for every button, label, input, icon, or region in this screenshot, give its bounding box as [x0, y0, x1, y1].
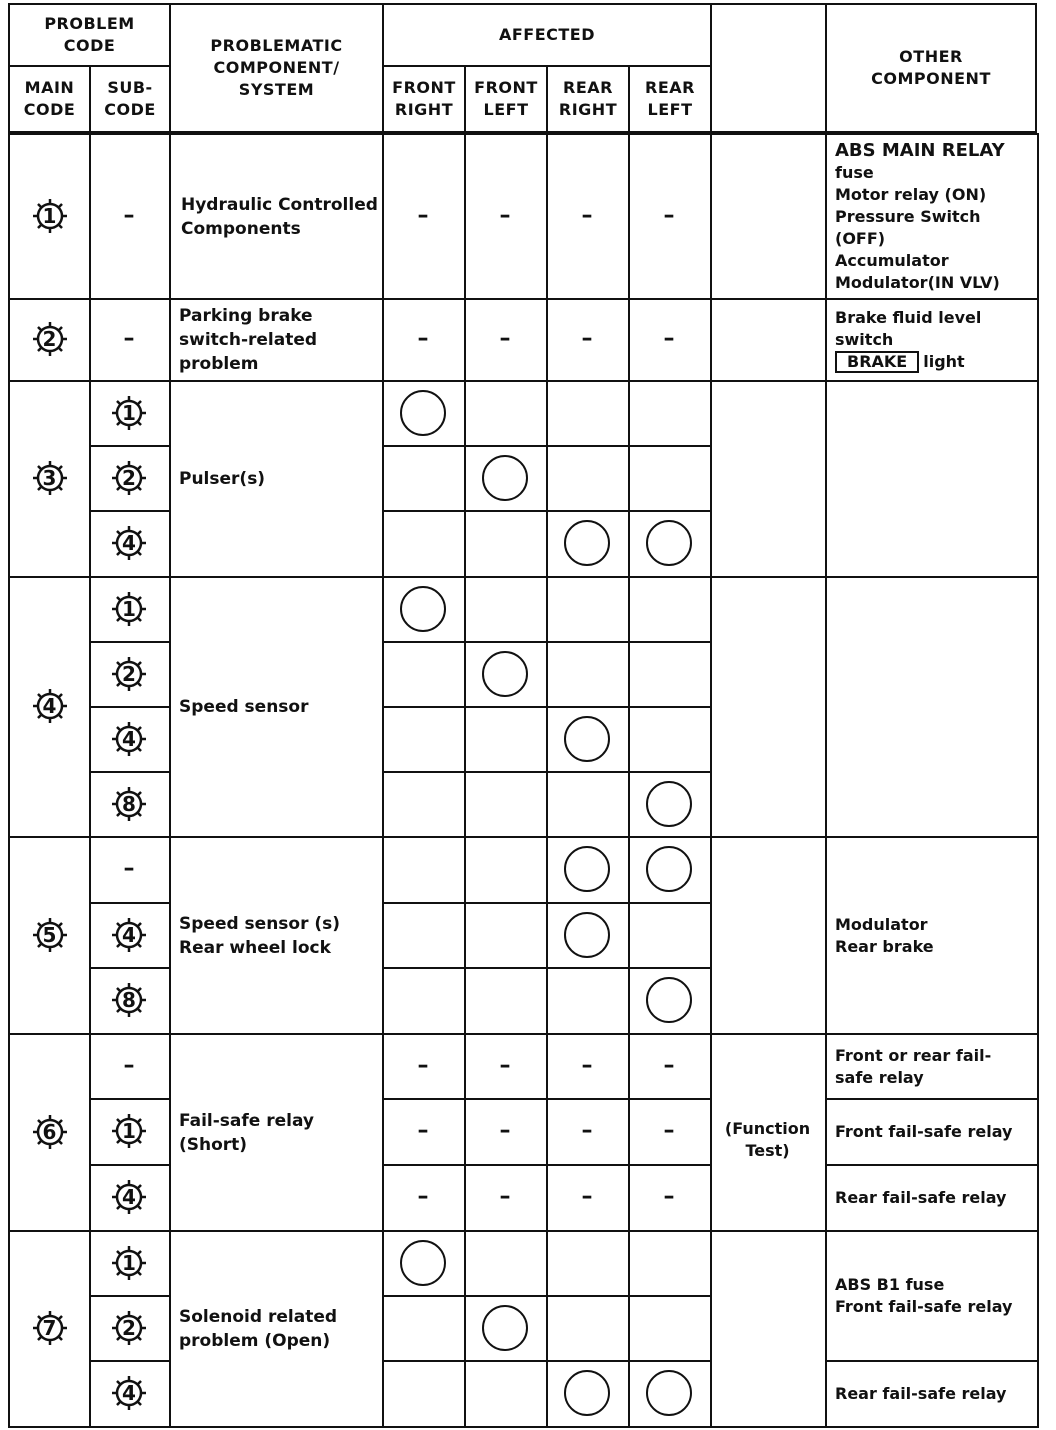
component-cell: Solenoid related problem (Open) — [169, 1230, 384, 1428]
other-component-line: ABS B1 fuse — [835, 1275, 945, 1294]
affected-dash: – — [499, 202, 511, 228]
affected-marker-rear-left — [646, 846, 692, 892]
badge-number: 6 — [42, 1119, 57, 1144]
affected-marker-rear-left — [646, 781, 692, 827]
affected-marker-front-right — [400, 390, 446, 436]
component-cell: Fail-safe relay (Short) — [169, 1033, 384, 1232]
affected-cell-rear-left — [628, 1230, 712, 1297]
affected-cell-rear-right — [546, 1295, 630, 1362]
affected-cell-front-right — [382, 445, 466, 512]
badge-number: 1 — [42, 203, 57, 228]
other-component-line: ABS MAIN RELAY — [835, 139, 1005, 161]
affected-cell-front-left — [464, 1360, 548, 1428]
badge-number: 7 — [42, 1316, 57, 1340]
badge-number: 2 — [122, 661, 136, 686]
badge-number: 3 — [42, 466, 57, 490]
other-component-cell — [825, 576, 1039, 838]
affected-marker-rear-right — [564, 1370, 610, 1416]
affected-cell-rear-right — [546, 1230, 630, 1297]
other-component-cell — [825, 1360, 1039, 1428]
affected-cell-rear-right — [546, 445, 630, 512]
affected-cell-rear-left — [628, 380, 712, 447]
other-component-text: Rear fail-safe relay — [835, 1188, 1007, 1207]
sub-code-badge — [111, 1375, 147, 1411]
badge-number: 4 — [122, 1185, 136, 1209]
other-component-cell — [825, 133, 1039, 300]
affected-cell-rear-left — [628, 706, 712, 773]
header-other-component: OTHER COMPONENT — [825, 3, 1037, 133]
sub-code-dash: – — [123, 1052, 135, 1078]
sub-code-badge — [111, 656, 147, 692]
component-cell: Speed sensor (s) Rear wheel lock — [169, 836, 384, 1035]
affected-dash: – — [581, 1118, 593, 1143]
header-blank — [710, 3, 827, 133]
affected-cell-rear-right — [546, 576, 630, 643]
affected-dash: – — [663, 202, 675, 228]
sub-code-badge — [111, 1245, 147, 1281]
function-test-cell — [710, 298, 827, 382]
affected-dash: – — [499, 1118, 511, 1143]
main-code-badge — [32, 1114, 68, 1150]
affected-dash: – — [499, 1184, 511, 1209]
badge-number: 1 — [122, 1250, 136, 1275]
badge-number: 2 — [122, 1315, 136, 1340]
badge-number: 8 — [122, 791, 136, 816]
affected-cell-rear-right — [546, 641, 630, 708]
affected-cell-front-left — [464, 967, 548, 1035]
affected-dash: – — [417, 1118, 429, 1143]
affected-marker-rear-right — [564, 912, 610, 958]
component-cell: Speed sensor — [169, 576, 384, 838]
other-component-line: Front fail-safe relay — [835, 1297, 1013, 1316]
brake-indicator-label: BRAKE — [835, 351, 919, 373]
sub-code-badge — [111, 982, 147, 1018]
affected-cell-front-left — [464, 836, 548, 904]
function-test-label: (Function Test) — [724, 1119, 811, 1160]
main-code-badge — [32, 460, 68, 496]
affected-cell-front-right — [382, 1360, 466, 1428]
sub-code-badge — [111, 721, 147, 757]
badge-number: 8 — [122, 988, 136, 1012]
affected-cell-front-right — [382, 967, 466, 1035]
function-test-cell — [710, 576, 827, 838]
other-component-cell — [825, 1033, 1039, 1100]
function-test-cell — [710, 380, 827, 578]
affected-dash: – — [417, 326, 429, 351]
affected-cell-front-left — [464, 902, 548, 969]
sub-code-badge — [111, 786, 147, 822]
sub-code-badge — [111, 525, 147, 561]
component-cell: Hydraulic Controlled Components — [169, 133, 384, 300]
component-cell: Pulser(s) — [169, 380, 384, 578]
affected-cell-front-right — [382, 902, 466, 969]
affected-cell-front-left — [464, 576, 548, 643]
other-component-cell — [825, 1230, 1039, 1362]
sub-code-badge — [111, 395, 147, 431]
other-component-line: Rear brake — [835, 936, 934, 956]
affected-cell-rear-right — [546, 967, 630, 1035]
badge-number: 4 — [122, 1381, 136, 1405]
header-component: PROBLEMATIC COMPONENT/ SYSTEM — [169, 3, 384, 133]
affected-marker-rear-left — [646, 977, 692, 1023]
brake-light-suffix: light — [923, 352, 965, 371]
affected-cell-front-right — [382, 510, 466, 578]
main-code-badge — [32, 1310, 68, 1346]
sub-code-badge — [111, 1179, 147, 1215]
main-code-badge — [32, 688, 68, 724]
header-problem-code: PROBLEM CODE — [8, 3, 171, 67]
other-component-line: Motor relay (ON) — [835, 184, 987, 204]
badge-number: 1 — [122, 1119, 136, 1143]
header-front-right: FRONT RIGHT — [382, 65, 466, 133]
affected-cell-front-right — [382, 771, 466, 838]
affected-dash: – — [581, 326, 593, 351]
sub-code-badge — [111, 917, 147, 953]
affected-marker-rear-left — [646, 520, 692, 566]
other-component-line: Rear fail-safe relay — [835, 1384, 1007, 1403]
affected-dash: – — [417, 1052, 429, 1078]
affected-cell-rear-right — [546, 771, 630, 838]
function-test-cell — [710, 1230, 827, 1428]
other-component-text: Front fail-safe relay — [835, 1122, 1013, 1141]
affected-marker-rear-right — [564, 846, 610, 892]
main-code-badge — [32, 321, 68, 357]
affected-marker-front-right — [400, 586, 446, 632]
function-test-cell — [710, 133, 827, 300]
affected-marker-rear-left — [646, 1370, 692, 1416]
affected-dash: – — [499, 326, 511, 351]
other-component-cell — [825, 836, 1039, 1035]
affected-cell-front-right — [382, 836, 466, 904]
sub-code-dash: – — [123, 326, 135, 351]
badge-number: 1 — [122, 596, 136, 621]
brake-light-line — [835, 351, 1029, 373]
badge-number: 1 — [122, 400, 136, 425]
affected-marker-front-left — [482, 455, 528, 501]
other-component-line: Accumulator — [835, 250, 949, 270]
affected-cell-front-left — [464, 380, 548, 447]
affected-cell-rear-right — [546, 380, 630, 447]
main-code-badge — [32, 198, 68, 234]
affected-marker-rear-right — [564, 520, 610, 566]
affected-cell-rear-left — [628, 445, 712, 512]
sub-code-dash: – — [123, 202, 135, 228]
affected-dash: – — [581, 1184, 593, 1209]
affected-dash: – — [581, 202, 593, 228]
header-affected: AFFECTED — [382, 3, 712, 67]
sub-code-dash: – — [123, 856, 135, 881]
affected-cell-front-right — [382, 1295, 466, 1362]
badge-number: 2 — [42, 327, 57, 351]
other-component-line: Modulator(IN VLV) — [835, 272, 1000, 292]
affected-dash: – — [417, 1184, 429, 1209]
affected-marker-front-left — [482, 651, 528, 697]
affected-cell-rear-left — [628, 902, 712, 969]
main-code-badge — [32, 917, 68, 953]
other-component-line: Brake fluid level — [835, 308, 982, 327]
header-rear-left: REAR LEFT — [628, 65, 712, 133]
affected-dash: – — [499, 1052, 511, 1078]
badge-number: 4 — [42, 694, 57, 718]
affected-cell-front-left — [464, 706, 548, 773]
other-component-cell — [825, 298, 1039, 382]
other-component-line: Pressure Switch — [835, 206, 981, 226]
affected-cell-front-right — [382, 641, 466, 708]
affected-dash: – — [663, 1184, 675, 1209]
affected-cell-front-left — [464, 1230, 548, 1297]
header-main-code: MAIN CODE — [8, 65, 91, 133]
affected-dash: – — [663, 1052, 675, 1078]
other-component-cell — [825, 380, 1039, 578]
header-sub-code: SUB-CODE — [89, 65, 171, 133]
badge-number: 4 — [122, 726, 136, 751]
affected-dash: – — [663, 326, 675, 351]
affected-cell-rear-left — [628, 641, 712, 708]
badge-number: 2 — [122, 465, 136, 490]
affected-cell-rear-left — [628, 576, 712, 643]
affected-cell-front-right — [382, 706, 466, 773]
badge-number: 5 — [42, 922, 57, 947]
badge-number: 4 — [122, 922, 136, 947]
affected-cell-front-left — [464, 771, 548, 838]
sub-code-badge — [111, 1310, 147, 1346]
badge-number: 4 — [122, 531, 136, 555]
affected-dash: – — [581, 1052, 593, 1078]
affected-dash: – — [417, 202, 429, 228]
sub-code-badge — [111, 591, 147, 627]
affected-marker-front-left — [482, 1305, 528, 1351]
sub-code-badge — [111, 460, 147, 496]
other-component-cell — [825, 1098, 1039, 1166]
header-rear-right: REAR RIGHT — [546, 65, 630, 133]
affected-marker-rear-right — [564, 716, 610, 762]
component-cell: Parking brake switch-related problem — [169, 298, 384, 382]
other-component-line: fuse — [835, 162, 874, 182]
other-component-line: (OFF) — [835, 228, 886, 248]
affected-dash: – — [663, 1118, 675, 1143]
affected-cell-front-left — [464, 510, 548, 578]
other-component-line: switch — [835, 330, 894, 349]
other-component-text: Front or rear fail-safe relay — [835, 1045, 992, 1087]
other-component-cell — [825, 1164, 1039, 1232]
affected-cell-rear-left — [628, 1295, 712, 1362]
function-test-cell — [710, 836, 827, 1035]
affected-marker-front-right — [400, 1240, 446, 1286]
header-front-left: FRONT LEFT — [464, 65, 548, 133]
other-component-line: Modulator — [835, 914, 928, 934]
sub-code-badge — [111, 1113, 147, 1149]
